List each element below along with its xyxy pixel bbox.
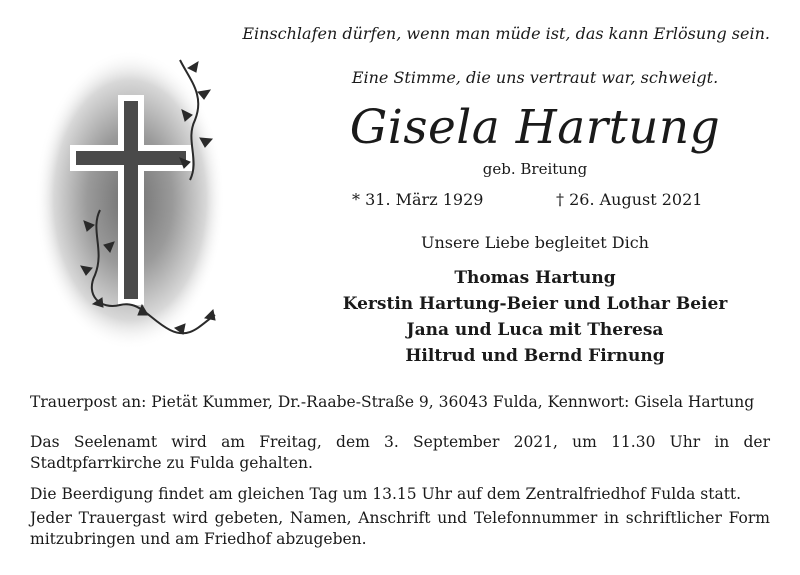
mourner-name: Kerstin Hartung-Beier und Lothar Beier (342, 294, 728, 314)
motto-line-1: Einschlafen dürfen, wenn man müde ist, das kann Erlösung sein. (242, 24, 770, 43)
mourner-name: Jana und Luca mit Theresa (406, 320, 664, 340)
trauerpost-address: Trauerpost an: Pietät Kummer, Dr.-Raabe-Straße 9, 36043 Fulda, Kennwort: Gisela Hartung (30, 393, 755, 411)
love-line: Unsere Liebe begleitet Dich (421, 233, 649, 252)
cross-ivy-illustration (30, 40, 240, 370)
deceased-name: Gisela Hartung (349, 100, 721, 155)
mourner-name: Hiltrud und Bernd Firnung (405, 346, 665, 366)
birth-date: * 31. März 1929 (352, 190, 484, 209)
birth-name: geb. Breitung (482, 160, 588, 178)
requiem-info: Das Seelenamt wird am Freitag, dem 3. September 2021, um 11.30 Uhr in der Stadtpfarrkirche zu Fulda gehalten. (30, 433, 770, 472)
death-date: † 26. August 2021 (556, 190, 703, 209)
guest-request: Jeder Trauergast wird gebeten, Namen, Anschrift und Telefonnummer in schriftlicher Form mitzubringen und am Friedhof abzugeben. (30, 509, 770, 548)
burial-info: Die Beerdigung findet am gleichen Tag um 13.15 Uhr auf dem Zentralfriedhof Fulda statt. (30, 485, 742, 503)
motto-line-2: Eine Stimme, die uns vertraut war, schweigt. (351, 68, 719, 87)
mourner-name: Thomas Hartung (454, 268, 616, 288)
